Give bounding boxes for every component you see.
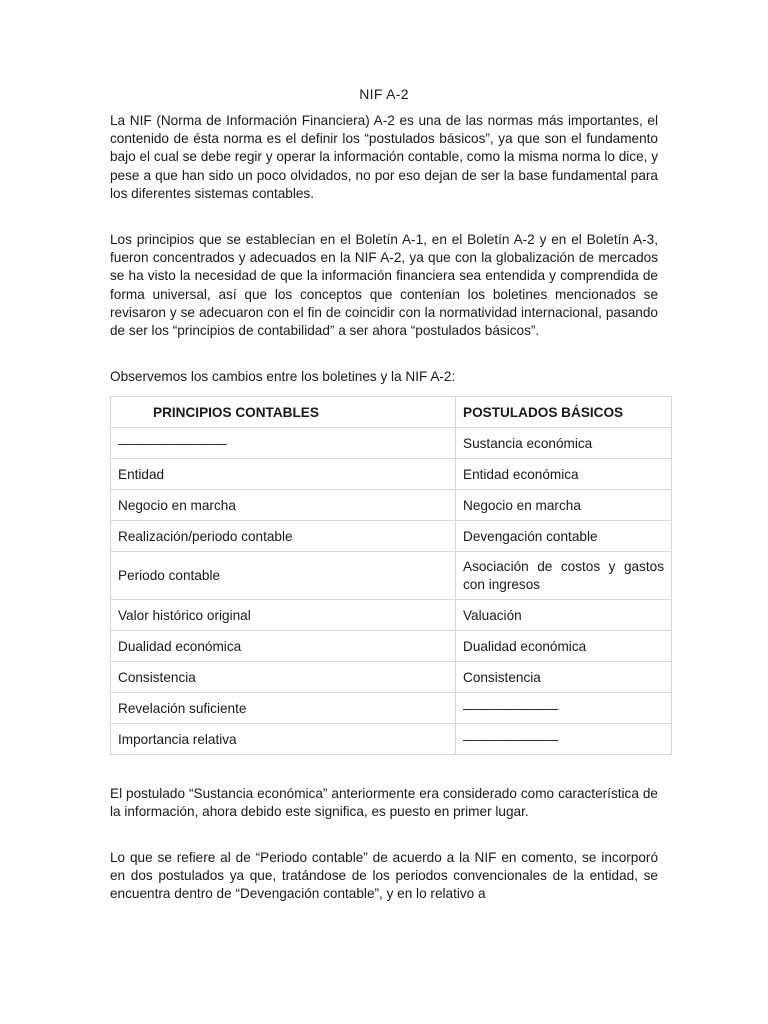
cell-postulado: Consistencia (456, 662, 672, 693)
cell-principio: Realización/periodo contable (111, 521, 456, 552)
table-row (111, 521, 672, 552)
cell-principio: Importancia relativa (111, 724, 456, 755)
table-row (111, 600, 672, 631)
table-row (111, 428, 672, 459)
cell-postulado: Negocio en marcha (456, 490, 672, 521)
cell-postulado: Devengación contable (456, 521, 672, 552)
cell-postulado: Dualidad económica (456, 631, 672, 662)
cell-principio: Valor histórico original (111, 600, 456, 631)
table-header-row (111, 397, 672, 428)
cell-postulado: ——————— (456, 693, 672, 724)
paragraph-intro: La NIF (Norma de Información Financiera) A-2 es una de las normas más importantes, el contenido de ésta norma es el definir los “postulados básicos”, ya que son el fundamento bajo el cual se debe regir y operar la información contable, como la misma norma lo dice, y pese a que han sido un poco olvidados, no por eso dejan de ser la base fundamental para los diferentes sistemas contables. (110, 113, 658, 201)
cell-principio: Consistencia (111, 662, 456, 693)
paragraph-periodo: Lo que se refiere al de “Periodo contable” de acuerdo a la NIF en comento, se incorporó en dos postulados ya que, tratándose de los periodos convencionales de la entidad, se encuentra dentro de “Devengación contable”, y en lo relativo a (110, 850, 658, 902)
header-postulados: POSTULADOS BÁSICOS (456, 397, 672, 428)
paragraph-table-intro: Observemos los cambios entre los boletines y la NIF A-2: (110, 369, 456, 384)
header-principios: PRINCIPIOS CONTABLES (111, 397, 456, 428)
cell-postulado: ——————— (456, 724, 672, 755)
table-row (111, 724, 672, 755)
cell-postulado: Asociación de costos y gastos con ingresos (456, 552, 672, 600)
cell-postulado: Sustancia económica (456, 428, 672, 459)
table-row (111, 552, 672, 600)
table-row (111, 662, 672, 693)
table-row (111, 693, 672, 724)
cell-principio: Dualidad económica (111, 631, 456, 662)
cell-postulado: Valuación (456, 600, 672, 631)
cell-principio: Negocio en marcha (111, 490, 456, 521)
cell-principio: Revelación suficiente (111, 693, 456, 724)
page-title: NIF A-2 (359, 86, 409, 102)
table-row (111, 459, 672, 490)
cell-postulado: Entidad económica (456, 459, 672, 490)
comparison-table (110, 396, 672, 755)
paragraph-principles: Los principios que se establecían en el Boletín A-1, en el Boletín A-2 y en el Boletín A-3, fueron concentrados y adecuados en la NIF A-2, ya que con la globalización de mercados se ha visto la necesidad de que la información financiera sea entendida y comprendida de forma universal, así que los conceptos que contenían los boletines mencionados se revisaron y se adecuaron con el fin de coincidir con la normatividad internacional, pasando de ser los “principios de contabilidad” a ser ahora “postulados básicos”. (110, 232, 658, 339)
paragraph-sustancia: El postulado “Sustancia económica” anteriormente era considerado como característica de la información, ahora debido este significa, es puesto en primer lugar. (110, 786, 658, 820)
cell-principio: ———————— (111, 428, 456, 459)
table-row (111, 490, 672, 521)
cell-principio: Periodo contable (111, 552, 456, 600)
cell-principio: Entidad (111, 459, 456, 490)
table-row (111, 631, 672, 662)
